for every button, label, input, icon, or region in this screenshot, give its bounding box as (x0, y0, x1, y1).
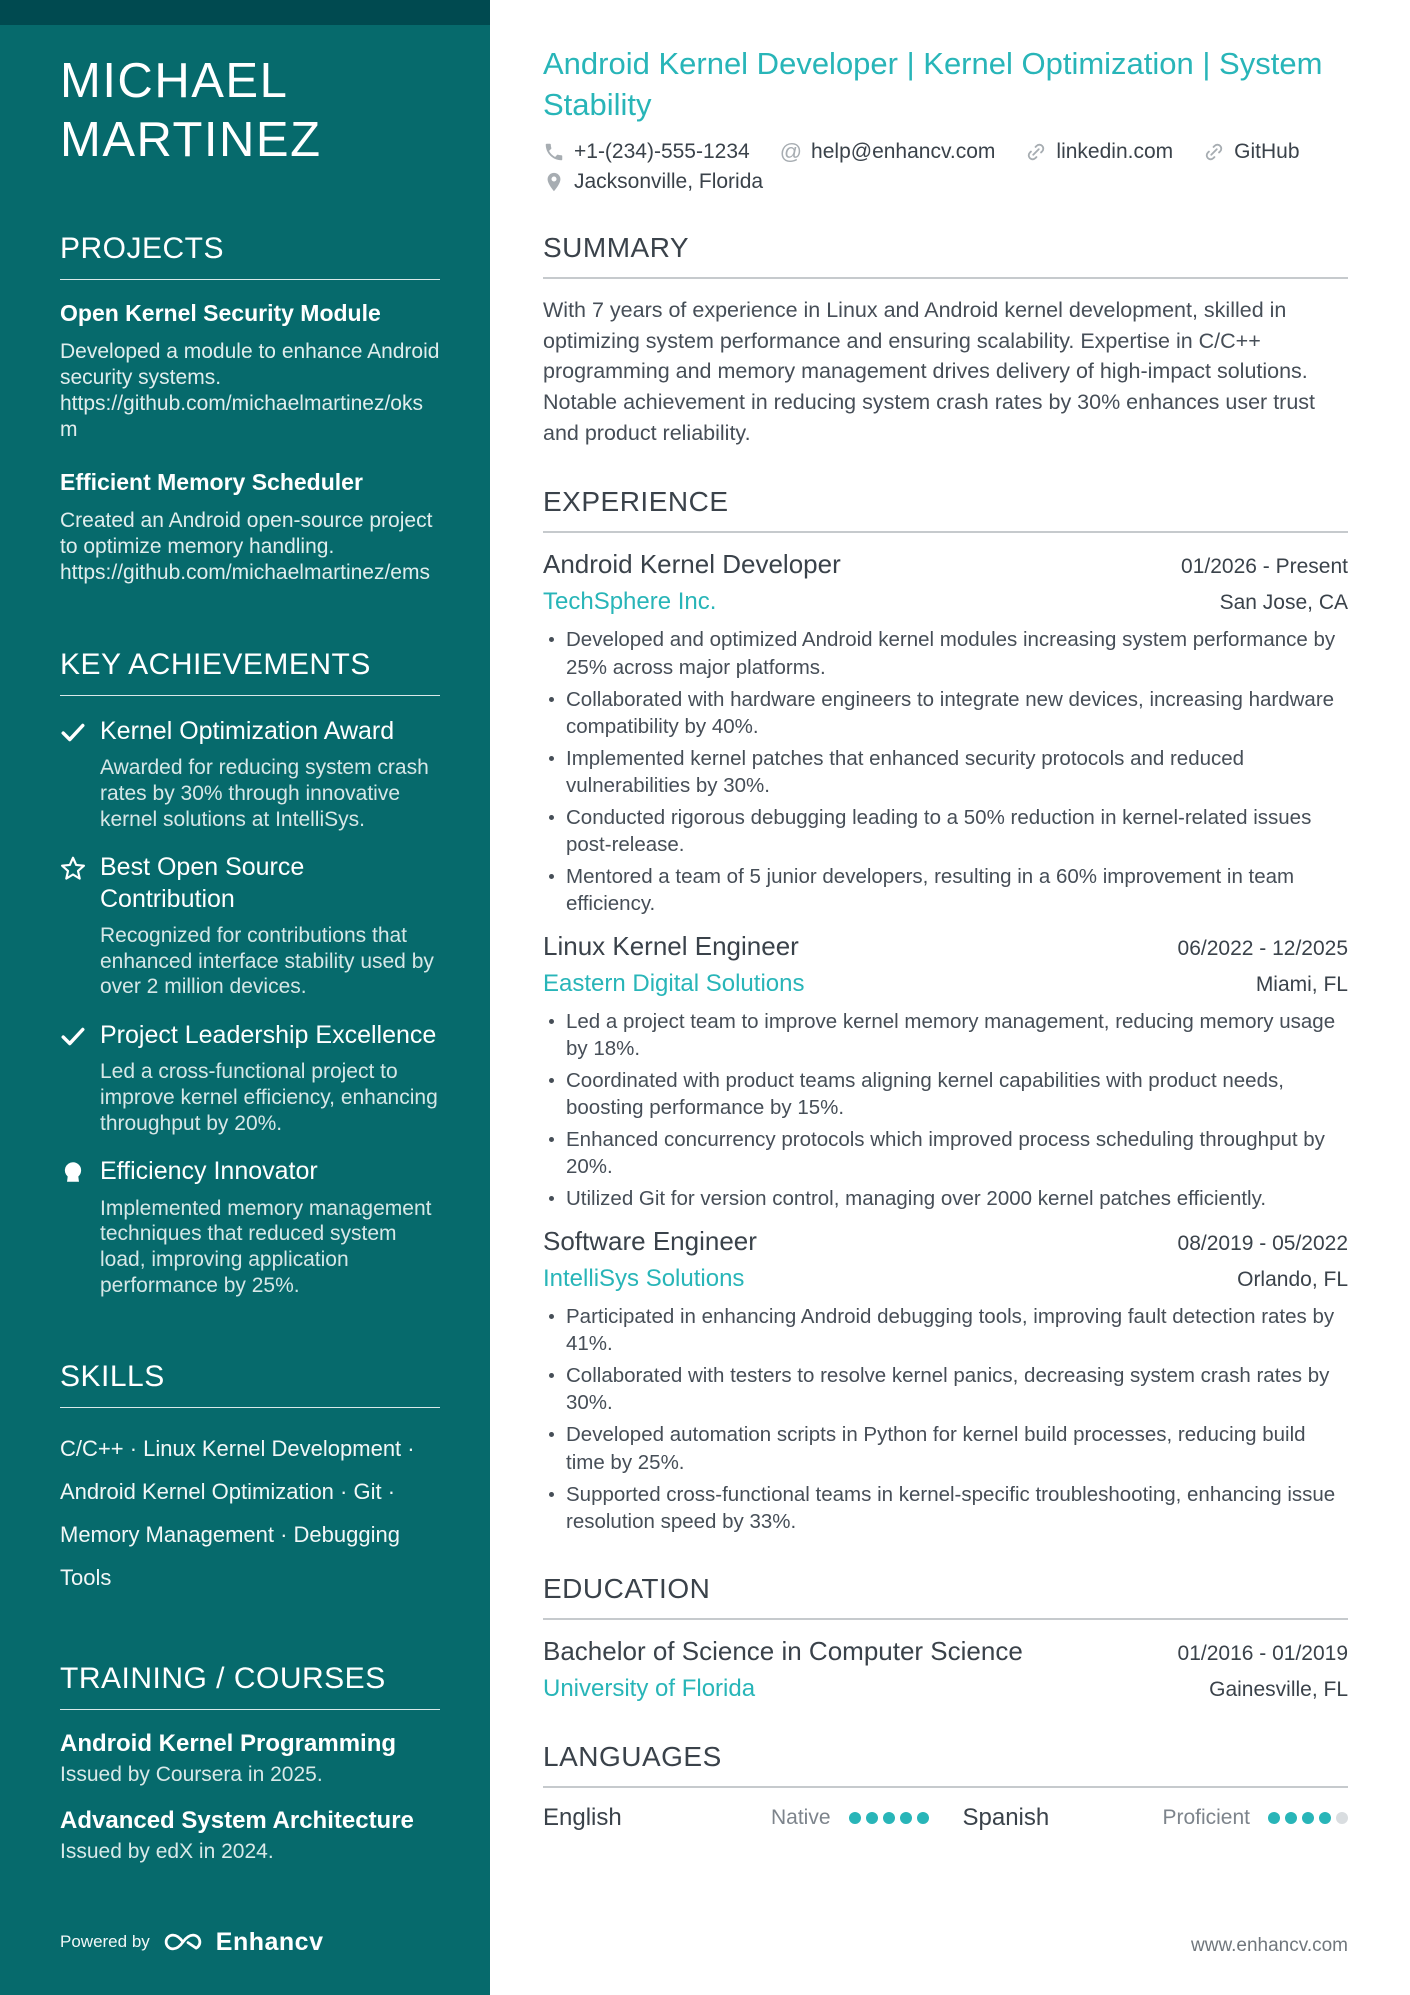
skills-heading: SKILLS (60, 1360, 165, 1394)
language-item (543, 1804, 929, 1832)
phone-icon (543, 141, 565, 163)
language-item (963, 1804, 1349, 1832)
language-proficiency-dots (849, 1812, 929, 1824)
star-icon (60, 852, 100, 1000)
contact-row (543, 170, 1348, 194)
training-section (60, 1662, 440, 1864)
project-description-text: Created an Android open-source project to optimize memory handling. (60, 508, 433, 558)
achievement-description: Awarded for reducing system crash rates by 30% through innovative kernel solutions at IntelliSys. (100, 756, 429, 831)
innovation-icon (60, 1156, 100, 1298)
main-content (490, 0, 1410, 1995)
job-bullet: Coordinated with product teams aligning kernel capabilities with product needs, boosting performance by 15%. (543, 1067, 1348, 1121)
education-dates: 01/2016 - 01/2019 (1177, 1641, 1348, 1665)
project-description (60, 508, 440, 586)
skills-section (60, 1360, 440, 1600)
powered-by-label: Powered by (60, 1932, 150, 1951)
language-row (543, 1804, 1348, 1832)
education-heading: EDUCATION (543, 1572, 711, 1604)
job-subheader (543, 588, 1348, 616)
achievement-title: Kernel Optimization Award (100, 716, 395, 745)
achievement-title: Best Open Source Contribution (100, 853, 305, 913)
project-item (60, 469, 440, 586)
proficiency-dot (849, 1812, 861, 1824)
job-bullet: Participated in enhancing Android debugging tools, improving fault detection rates by 41%. (543, 1303, 1348, 1357)
project-url-link[interactable]: https://github.com/michaelmartinez/ems (60, 560, 430, 584)
linkedin-contact[interactable] (1025, 140, 1173, 164)
job-header (543, 1226, 1348, 1257)
course-title: Advanced System Architecture (60, 1806, 414, 1834)
job-bullet-list (543, 626, 1348, 916)
achievement-body (100, 1020, 440, 1136)
company-name: TechSphere Inc. (543, 588, 717, 616)
language-proficiency-dots (1268, 1812, 1348, 1824)
phone-contact (543, 140, 750, 164)
headline-title: Android Kernel Developer | Kernel Optimization | System Stability (543, 46, 1323, 122)
projects-section (60, 232, 440, 586)
course-title: Android Kernel Programming (60, 1729, 397, 1757)
sidebar-top-accent-bar (0, 0, 490, 25)
degree-title: Bachelor of Science in Computer Science (543, 1635, 1023, 1666)
language-level: Native (770, 1805, 831, 1829)
project-title: Efficient Memory Scheduler (60, 468, 363, 495)
proficiency-dot (1302, 1812, 1314, 1824)
email-contact[interactable] (780, 140, 996, 164)
course-item (60, 1730, 440, 1787)
candidate-name: MICHAEL MARTINEZ (60, 54, 322, 167)
job-subheader (543, 970, 1348, 998)
section-divider (60, 279, 440, 280)
location-text: Jacksonville, Florida (574, 169, 764, 193)
job-location: Orlando, FL (1237, 1268, 1348, 1292)
job-header (543, 931, 1348, 962)
phone-number: +1-(234)-555-1234 (574, 139, 750, 163)
achievement-description: Implemented memory management techniques that reduced system load, improving application performance by 25%. (100, 1196, 432, 1297)
job-bullet: Supported cross-functional teams in kernel-specific troubleshooting, enhancing issue resolution speed by 33%. (543, 1481, 1348, 1535)
job-bullet-list (543, 1303, 1348, 1534)
job-entry (543, 549, 1348, 916)
proficiency-dot (1268, 1812, 1280, 1824)
job-header (543, 549, 1348, 580)
experience-section (543, 486, 1348, 1534)
section-divider (543, 277, 1348, 279)
at-sign-icon: @ (779, 138, 803, 164)
job-bullet: Conducted rigorous debugging leading to a 50% reduction in kernel-related issues post-release. (543, 804, 1348, 858)
job-subheader (543, 1265, 1348, 1293)
course-issued: Issued by edX in 2024. (60, 1839, 274, 1863)
job-dates: 01/2026 - Present (1181, 555, 1348, 579)
job-bullet: Collaborated with hardware engineers to integrate new devices, increasing hardware compatibility by 40%. (543, 686, 1348, 740)
link-icon (1203, 141, 1225, 163)
proficiency-dot (900, 1812, 912, 1824)
achievement-item (60, 1020, 440, 1136)
skills-list: C/C++ · Linux Kernel Development · Android Kernel Optimization · Git · Memory Management · Debugging Tools (60, 1436, 415, 1590)
language-level: Proficient (1162, 1805, 1250, 1829)
job-entry (543, 1226, 1348, 1534)
course-item (60, 1807, 440, 1864)
location-pin-icon (543, 171, 565, 193)
project-url-link[interactable]: https://github.com/michaelmartinez/oksm (60, 391, 423, 441)
job-title: Software Engineer (543, 1226, 757, 1257)
achievement-body (100, 716, 440, 832)
school-name: University of Florida (543, 1674, 756, 1702)
check-icon (60, 716, 100, 832)
achievement-description: Led a cross-functional project to improve kernel efficiency, enhancing throughput by 20%. (100, 1060, 438, 1135)
powered-by-footer[interactable] (60, 1927, 323, 1957)
proficiency-dot (1285, 1812, 1297, 1824)
achievement-title: Project Leadership Excellence (100, 1020, 437, 1049)
job-bullet: Implemented kernel patches that enhanced security protocols and reduced vulnerabilities by 30%. (543, 745, 1348, 799)
project-item (60, 300, 440, 443)
proficiency-dot (917, 1812, 929, 1824)
section-divider (543, 1786, 1348, 1788)
summary-text: With 7 years of experience in Linux and Android kernel development, skilled in optimizing system performance and ensuring scalability. Expertise in C/C++ programming and memory management drives delivery of high-impact solutions. Notable achievement in reducing system crash rates by 30% enhances user trust and product reliability. (543, 297, 1316, 445)
achievement-item (60, 1156, 440, 1298)
projects-heading: PROJECTS (60, 231, 225, 265)
job-bullet: Utilized Git for version control, managing over 2000 kernel patches efficiently. (543, 1185, 1348, 1212)
contact-row (543, 140, 1348, 164)
section-divider (543, 1618, 1348, 1620)
languages-heading: LANGUAGES (543, 1740, 722, 1772)
experience-heading: EXPERIENCE (543, 486, 729, 518)
enhancv-brand-name: Enhancv (215, 1927, 324, 1956)
check-icon (60, 1020, 100, 1136)
summary-section (543, 232, 1348, 449)
proficiency-dot (1336, 1812, 1348, 1824)
job-entry (543, 931, 1348, 1212)
job-bullet: Collaborated with testers to resolve kernel panics, decreasing system crash rates by 30%. (543, 1362, 1348, 1416)
enhancv-logo-icon (162, 1927, 204, 1957)
achievement-item (60, 852, 440, 1000)
project-description-text: Developed a module to enhance Android security systems. (60, 339, 440, 389)
link-icon (1025, 141, 1047, 163)
section-divider (60, 695, 440, 696)
proficiency-dot (866, 1812, 878, 1824)
section-divider (543, 531, 1348, 533)
education-section (543, 1573, 1348, 1703)
job-bullet: Developed automation scripts in Python for kernel build processes, reducing build time by 25%. (543, 1421, 1348, 1475)
languages-section (543, 1741, 1348, 1832)
resume-header (543, 44, 1348, 194)
education-header (543, 1636, 1348, 1667)
project-title: Open Kernel Security Module (60, 299, 381, 326)
job-bullet: Led a project team to improve kernel memory management, reducing memory usage by 18%. (543, 1008, 1348, 1062)
linkedin-label: linkedin.com (1056, 139, 1174, 163)
achievement-body (100, 1156, 440, 1298)
education-location: Gainesville, FL (1209, 1677, 1348, 1701)
github-label: GitHub (1234, 139, 1300, 163)
training-heading: TRAINING / COURSES (60, 1661, 386, 1695)
job-bullet-list (543, 1008, 1348, 1212)
project-description (60, 339, 440, 443)
enhancv-site-link[interactable]: www.enhancv.com (1191, 1935, 1348, 1956)
proficiency-dot (1319, 1812, 1331, 1824)
language-name: English (543, 1803, 622, 1831)
section-divider (60, 1709, 440, 1710)
education-subheader (543, 1675, 1348, 1703)
company-name: IntelliSys Solutions (543, 1265, 745, 1293)
job-bullet: Mentored a team of 5 junior developers, resulting in a 60% improvement in team efficiency. (543, 863, 1348, 917)
company-name: Eastern Digital Solutions (543, 969, 805, 997)
achievement-body (100, 852, 440, 1000)
job-title: Linux Kernel Engineer (543, 930, 799, 961)
github-contact[interactable] (1203, 140, 1299, 164)
achievement-description: Recognized for contributions that enhanced interface stability used by over 2 million devices. (100, 924, 434, 999)
location-contact (543, 170, 763, 194)
job-bullet: Enhanced concurrency protocols which improved process scheduling throughput by 20%. (543, 1126, 1348, 1180)
achievements-heading: KEY ACHIEVEMENTS (60, 647, 371, 681)
job-location: Miami, FL (1255, 972, 1348, 996)
job-title: Android Kernel Developer (543, 549, 841, 580)
email-address: help@enhancv.com (811, 139, 996, 163)
achievements-section (60, 648, 440, 1298)
job-dates: 06/2022 - 12/2025 (1177, 936, 1348, 960)
summary-heading: SUMMARY (543, 231, 690, 263)
course-issued: Issued by Coursera in 2025. (60, 1762, 323, 1786)
language-name: Spanish (962, 1803, 1050, 1831)
achievement-item (60, 716, 440, 832)
sidebar (0, 0, 490, 1995)
job-location: San Jose, CA (1219, 591, 1348, 615)
job-dates: 08/2019 - 05/2022 (1177, 1232, 1348, 1256)
section-divider (60, 1407, 440, 1408)
job-bullet: Developed and optimized Android kernel modules increasing system performance by 25% across major platforms. (543, 626, 1348, 680)
proficiency-dot (883, 1812, 895, 1824)
achievement-title: Efficiency Innovator (100, 1157, 318, 1186)
